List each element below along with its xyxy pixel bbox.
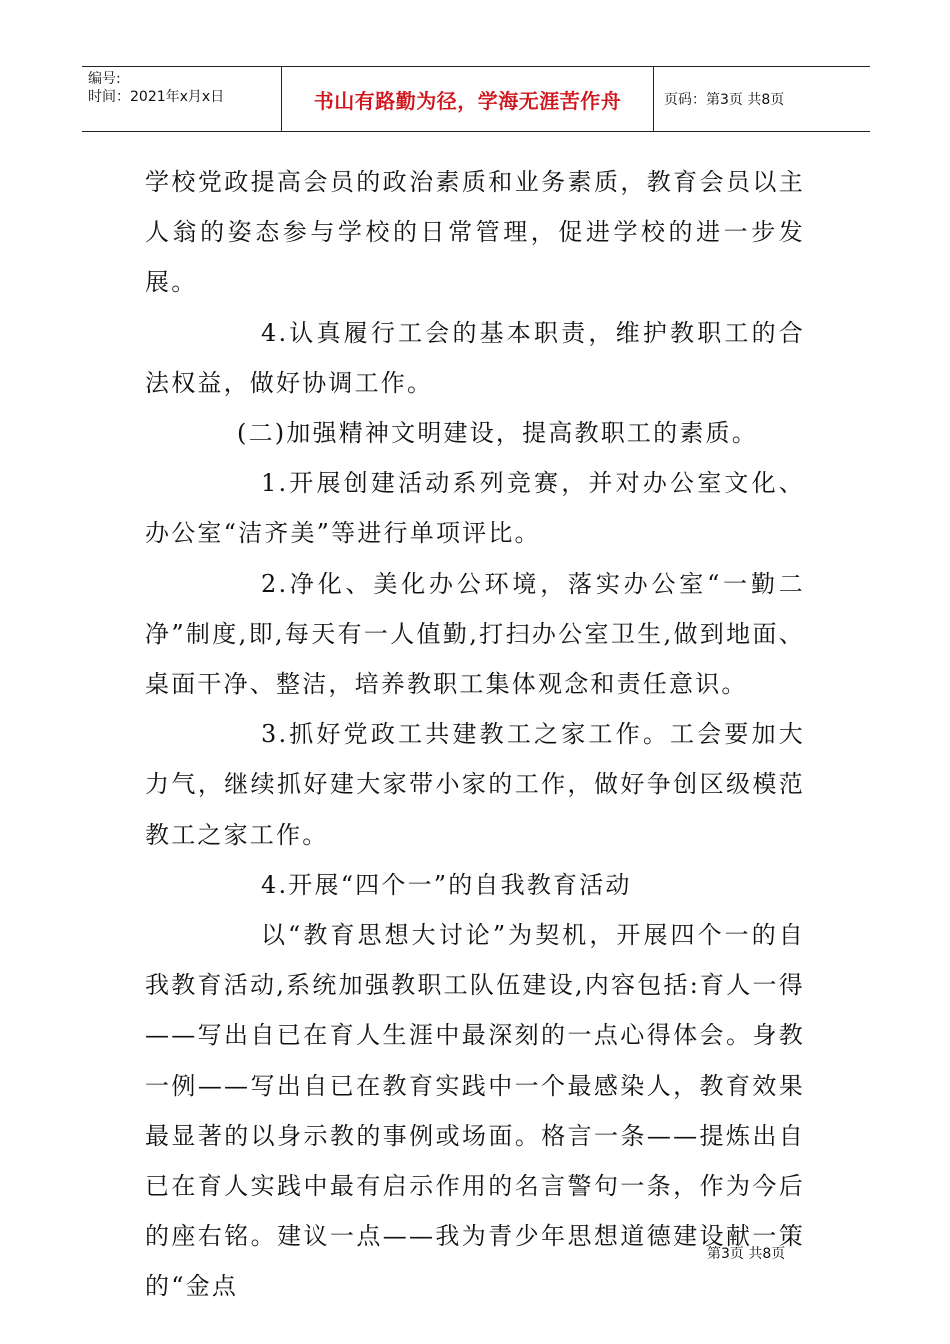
header-info-cell [82,67,282,131]
header-motto: 书山有路勤为径，学海无涯苦作舟 [282,67,654,131]
paragraph: 4.开展“四个一”的自我教育活动 [261,870,632,899]
page-footer: 第3页 共8页 [707,1246,786,1262]
document-body [145,157,805,1312]
time-label: 时间：2021年x月x日 [88,89,225,105]
section-heading: (二)加强精神文明建设，提高教职工的素质。 [237,419,758,448]
number-label: 编号: [88,71,121,87]
page-header [82,66,870,132]
paragraph: 2.净化、美化办公环境，落实办公室“一勤二净”制度,即,每天有一人值勤,打扫办公室卫生,做到地面、桌面干净、整洁，培养教职工集体观念和责任意识。 [145,569,805,699]
paragraph: 3.抓好党政工共建教工之家工作。工会要加大力气，继续抓好建大家带小家的工作，做好争创区级模范教工之家工作。 [145,720,805,849]
paragraph: 学校党政提高会员的政治素质和业务素质，教育会员以主人翁的姿态参与学校的日常管理，促进学校的进一步发展。 [145,168,805,297]
paragraph: 以“教育思想大讨论”为契机，开展四个一的自我教育活动,系统加强教职工队伍建设,内容包括:育人一得——写出自已在育人生涯中最深刻的一点心得体会。身教一例——写出自已在教育实践中一个最感染人，教育效果最显著的以身示教的事例或场面。格言一条——提炼出自已在育人实践中最有启示作用的名言警句一条，作为今后的座右铭。建议一点——我为青少年思想道德建设献一策的“金点 [145,921,805,1301]
paragraph: 4.认真履行工会的基本职责，维护教职工的合法权益，做好协调工作。 [145,318,805,397]
paragraph: 1.开展创建活动系列竞赛，并对办公室文化、办公室“洁齐美”等进行单项评比。 [145,469,805,548]
header-page-number: 页码：第3页 共8页 [664,92,785,108]
